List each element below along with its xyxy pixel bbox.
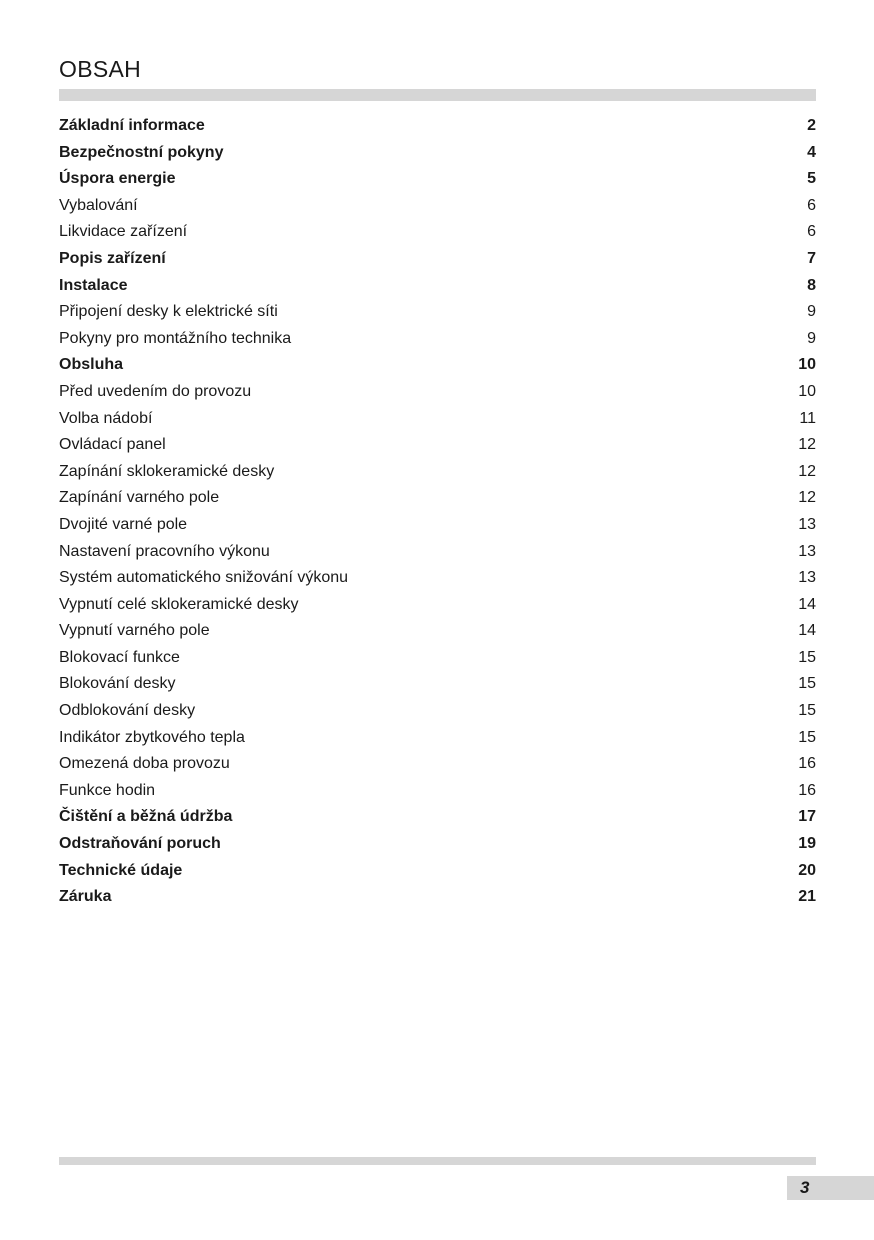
toc-entry-label: Technické údaje [59, 861, 183, 879]
toc-entry-page: 21 [798, 888, 816, 906]
toc-entry[interactable] [59, 884, 816, 911]
toc-entry[interactable] [59, 671, 816, 698]
toc-entry-page: 14 [798, 622, 816, 640]
toc-entry-page: 20 [798, 861, 816, 879]
toc-entry-page: 6 [807, 196, 816, 214]
toc-entry-label: Volba nádobí [59, 409, 153, 427]
toc-entry-label: Nastavení pracovního výkonu [59, 542, 270, 560]
toc-entry-page: 15 [798, 648, 816, 666]
toc-entry-page: 5 [807, 170, 816, 188]
toc-entry[interactable] [59, 778, 816, 805]
toc-entry-page: 7 [807, 249, 816, 267]
toc-entry-label: Dvojité varné pole [59, 515, 188, 533]
toc-entry-page: 14 [798, 595, 816, 613]
toc-entry[interactable] [59, 406, 816, 433]
toc-entry[interactable] [59, 592, 816, 619]
toc-entry-label: Popis zařízení [59, 249, 166, 267]
toc-entry-label: Čištění a běžná údržba [59, 808, 233, 826]
toc-entry-label: Funkce hodin [59, 781, 156, 799]
toc-entry-page: 13 [798, 515, 816, 533]
toc-entry[interactable] [59, 432, 816, 459]
footer-divider-bar [59, 1157, 816, 1165]
toc-entry[interactable] [59, 645, 816, 672]
toc-entry[interactable] [59, 299, 816, 326]
toc-entry-label: Instalace [59, 276, 128, 294]
toc-entry[interactable] [59, 804, 816, 831]
toc-entry-page: 16 [798, 781, 816, 799]
toc-entry-label: Před uvedením do provozu [59, 382, 252, 400]
toc-entry-label: Vypnutí varného pole [59, 622, 210, 640]
toc-entry[interactable] [59, 751, 816, 778]
toc-entry-label: Bezpečnostní pokyny [59, 143, 224, 161]
toc-entry-page: 9 [807, 329, 816, 347]
toc-entry-label: Systém automatického snižování výkonu [59, 569, 349, 587]
toc-entry[interactable] [59, 831, 816, 858]
toc-entry-page: 12 [798, 489, 816, 507]
toc-entry-page: 9 [807, 303, 816, 321]
toc-entry-page: 8 [807, 276, 816, 294]
toc-entry[interactable] [59, 113, 816, 140]
toc-entry-label: Zapínání sklokeramické desky [59, 462, 275, 480]
toc-entry-label: Likvidace zařízení [59, 223, 188, 241]
toc-entry-label: Omezená doba provozu [59, 755, 230, 773]
toc-entry[interactable] [59, 539, 816, 566]
toc-entry-label: Zapínání varného pole [59, 489, 220, 507]
table-of-contents [59, 113, 816, 911]
toc-entry-page: 6 [807, 223, 816, 241]
toc-entry-label: Obsluha [59, 356, 124, 374]
toc-entry-page: 12 [798, 462, 816, 480]
toc-entry[interactable] [59, 352, 816, 379]
page-number-box [787, 1176, 874, 1200]
toc-entry-page: 15 [798, 675, 816, 693]
toc-entry[interactable] [59, 698, 816, 725]
toc-entry-page: 11 [799, 409, 816, 427]
toc-entry[interactable] [59, 219, 816, 246]
toc-entry-label: Vypnutí celé sklokeramické desky [59, 595, 299, 613]
toc-entry-label: Připojení desky k elektrické síti [59, 303, 278, 321]
page-number: 3 [800, 1178, 810, 1197]
toc-entry-label: Záruka [59, 888, 112, 906]
header-divider-bar [59, 89, 816, 101]
toc-entry-page: 12 [798, 436, 816, 454]
toc-entry-label: Vybalování [59, 196, 138, 214]
toc-entry[interactable] [59, 193, 816, 220]
toc-entry-label: Základní informace [59, 117, 205, 134]
toc-entry[interactable] [59, 565, 816, 592]
toc-entry-label: Ovládací panel [59, 436, 166, 454]
toc-entry-page: 15 [798, 702, 816, 720]
toc-entry[interactable] [59, 246, 816, 273]
toc-entry-page: 4 [807, 143, 816, 161]
toc-entry-page: 2 [807, 117, 816, 134]
toc-entry-label: Odblokování desky [59, 702, 196, 720]
toc-entry[interactable] [59, 725, 816, 752]
toc-entry-page: 10 [798, 382, 816, 400]
toc-entry-label: Indikátor zbytkového tepla [59, 728, 245, 746]
toc-entry-page: 17 [798, 808, 816, 826]
toc-entry-label: Blokovací funkce [59, 648, 180, 666]
toc-entry[interactable] [59, 273, 816, 300]
toc-entry-label: Pokyny pro montážního technika [59, 329, 292, 347]
toc-entry[interactable] [59, 858, 816, 885]
page-title: OBSAH [59, 56, 142, 82]
toc-entry-page: 15 [798, 728, 816, 746]
toc-entry[interactable] [59, 379, 816, 406]
toc-entry[interactable] [59, 166, 816, 193]
toc-entry-page: 13 [798, 542, 816, 560]
toc-entry-page: 13 [798, 569, 816, 587]
toc-entry[interactable] [59, 140, 816, 167]
toc-entry-page: 19 [798, 835, 816, 853]
toc-entry-label: Odstraňování poruch [59, 835, 221, 853]
toc-entry[interactable] [59, 512, 816, 539]
toc-entry-page: 16 [798, 755, 816, 773]
toc-entry-label: Úspora energie [59, 170, 176, 188]
toc-entry-label: Blokování desky [59, 675, 176, 693]
toc-entry[interactable] [59, 326, 816, 353]
toc-entry[interactable] [59, 459, 816, 486]
toc-entry[interactable] [59, 618, 816, 645]
toc-entry[interactable] [59, 485, 816, 512]
toc-entry-page: 10 [798, 356, 816, 374]
